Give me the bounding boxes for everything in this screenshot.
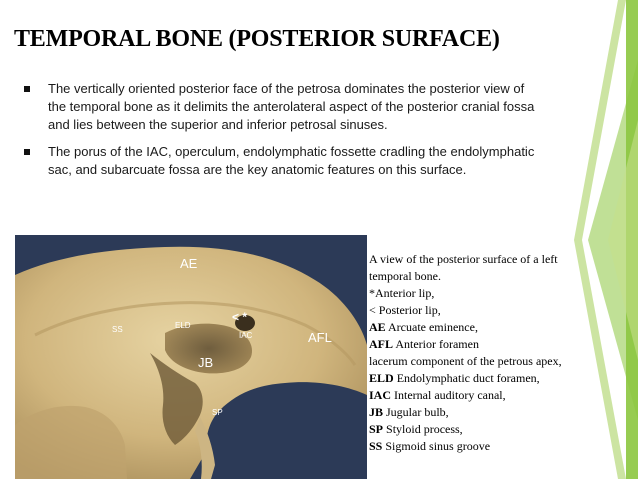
caption-text: Internal auditory canal, <box>391 388 506 402</box>
caption-line: A view of the posterior surface of a left <box>369 252 558 266</box>
figure-caption <box>369 251 609 455</box>
bullet-list <box>24 80 544 188</box>
caption-text: Jugular bulb, <box>383 405 449 419</box>
bullet-text: The vertically oriented posterior face of the petrosa dominates the posterior view of the temporal bone as it delimits the anterolateral aspect of the posterior cranial fossa and lies between the superior and inferior petrosal sinuses. <box>48 81 535 132</box>
label-ae: AE <box>180 256 198 271</box>
caption-abbr: JB <box>369 405 384 419</box>
label-jb: JB <box>198 355 214 370</box>
caption-line: temporal bone. <box>369 269 441 283</box>
label-sp: SP <box>212 408 223 417</box>
caption-entry <box>369 438 609 455</box>
caption-entry <box>369 404 609 421</box>
label-lips: < * <box>232 310 248 324</box>
caption-text: Styloid process, <box>383 422 463 436</box>
caption-text: Endolymphatic duct foramen, <box>393 371 540 385</box>
caption-text: Sigmoid sinus groove <box>382 439 491 453</box>
bullet-item <box>24 80 544 134</box>
bullet-item <box>24 143 544 179</box>
caption-entry <box>369 336 609 353</box>
caption-line: < Posterior lip, <box>369 303 441 317</box>
caption-entry <box>369 370 609 387</box>
caption-entry <box>369 319 609 336</box>
slide-title: TEMPORAL BONE (POSTERIOR SURFACE) <box>14 26 500 52</box>
caption-abbr: ELD <box>369 371 394 385</box>
bullet-text: The porus of the IAC, operculum, endolymphatic fossette cradling the endolymphatic sac, and subarcuate fossa are the key anatomic features on this surface. <box>48 144 535 177</box>
label-eld: ELD <box>175 321 191 330</box>
temporal-bone-photo <box>15 235 367 479</box>
bullet-square-icon <box>24 86 30 92</box>
caption-abbr: IAC <box>369 388 392 402</box>
caption-abbr: AE <box>369 320 386 334</box>
caption-text: Arcuate eminence, <box>385 320 478 334</box>
caption-entry <box>369 421 609 438</box>
caption-text: lacerum component of the petrous apex, <box>369 354 562 368</box>
label-ss: SS <box>112 325 123 334</box>
caption-entry <box>369 387 609 404</box>
caption-text: Anterior foramen <box>393 337 479 351</box>
caption-abbr: SS <box>369 439 383 453</box>
caption-line: *Anterior lip, <box>369 286 435 300</box>
label-afl: AFL <box>308 330 332 345</box>
caption-abbr: SP <box>369 422 384 436</box>
caption-abbr: AFL <box>369 337 393 351</box>
bullet-square-icon <box>24 149 30 155</box>
caption-entry <box>369 353 609 370</box>
label-iac: IAC <box>239 331 253 340</box>
